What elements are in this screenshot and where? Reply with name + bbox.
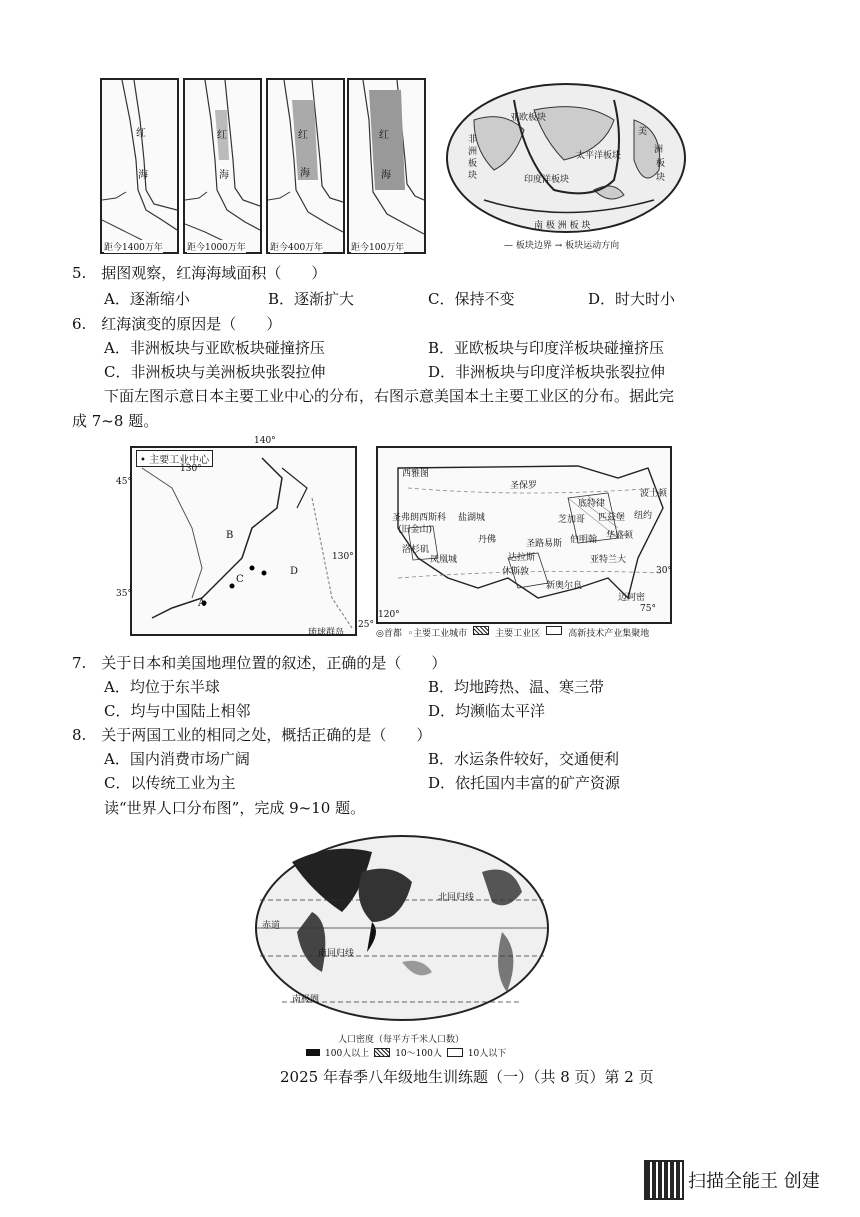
legend-swatch-mid — [374, 1048, 390, 1057]
plate-label-antarctic: 南 极 洲 板 块 — [534, 221, 591, 231]
plate-label-american: 板 — [656, 159, 666, 169]
japan-point-a: A — [198, 598, 206, 609]
plate-label-pacific: 太平洋板块 — [576, 151, 622, 161]
japan-note: 琉球群岛 — [308, 628, 345, 638]
label-antarctic-circle: 南极圈 — [292, 995, 320, 1005]
redsea-panel-1 — [100, 78, 179, 254]
usa-city: 华盛顿 — [606, 531, 634, 541]
plate-label-indian: 印度洋板块 — [524, 175, 570, 185]
world-legend-title: 人口密度（每平方千米人口数） — [338, 1035, 465, 1045]
usa-city: 纽约 — [634, 511, 653, 521]
q8-option-d: D．依托国内丰富的矿产资源 — [428, 774, 621, 792]
usa-city: 凤凰城 — [430, 555, 458, 565]
question-7-stem: 7. 关于日本和美国地理位置的叙述，正确的是（ ） — [72, 654, 447, 672]
question-6-stem: 6. 红海演变的原因是（ ） — [72, 315, 282, 333]
redsea-label-top: 红 — [379, 130, 389, 141]
q5-option-a: A．逐渐缩小 — [104, 290, 190, 308]
qr-code-icon — [646, 1162, 682, 1198]
redsea-label-bottom: 海 — [381, 170, 391, 181]
usa-city: 新奥尔良 — [546, 581, 583, 591]
redsea-label-top: 红 — [298, 130, 308, 141]
japan-map — [130, 446, 357, 636]
label-tropic-south: 南回归线 — [318, 949, 355, 959]
japan-lon-140: 140° — [254, 436, 276, 446]
usa-legend-hightech: 高新技术产业集聚地 — [568, 629, 650, 639]
usa-city: 丹佛 — [478, 535, 497, 545]
legend-swatch-high — [306, 1049, 320, 1056]
q7-option-a: A．均位于东半球 — [104, 678, 220, 696]
q5-option-c: C．保持不变 — [428, 290, 515, 308]
japan-lat-35: 35° — [116, 589, 132, 599]
japan-lat-45: 45° — [116, 477, 132, 487]
japan-lon-130b: 130° — [332, 552, 354, 562]
usa-city: 芝加哥 — [558, 515, 586, 525]
usa-city: 迈阿密 — [618, 593, 646, 603]
redsea-panel-3 — [266, 78, 345, 254]
plates-globe — [444, 80, 688, 240]
redsea-panel-4 — [347, 78, 426, 254]
q5-option-b: B．逐渐扩大 — [268, 290, 355, 308]
usa-city: 波士顿 — [640, 489, 668, 499]
usa-legend-zone: 主要工业区 — [495, 629, 541, 639]
legend-mid: 10～100人 — [395, 1049, 442, 1059]
usa-lon-120: 120° — [378, 610, 400, 620]
usa-lon-75: 75° — [640, 604, 656, 614]
scanner-watermark — [646, 1162, 820, 1198]
plate-label-eurasian: 亚欧板块 — [510, 113, 547, 123]
usa-city: (旧金山) — [398, 525, 433, 535]
q8-option-b: B．水运条件较好，交通便利 — [428, 750, 620, 768]
usa-legend-city: ◦主要工业城市 — [407, 629, 468, 639]
redsea-label-bottom: 海 — [300, 168, 310, 179]
usa-legend — [376, 626, 649, 639]
usa-map — [376, 446, 672, 624]
legend-low: 10人以下 — [467, 1049, 507, 1059]
usa-lat-30: 30° — [656, 566, 672, 576]
plate-label-african: 非 — [468, 135, 478, 145]
question-8-stem: 8. 关于两国工业的相同之处，概括正确的是（ ） — [72, 726, 432, 744]
usa-city: 亚特兰大 — [590, 555, 627, 565]
world-legend — [306, 1046, 506, 1059]
usa-city: 圣路易斯 — [526, 539, 563, 549]
plate-label-african: 洲 — [468, 147, 478, 157]
q6-option-c: C．非洲板块与美洲板块张裂拉伸 — [104, 363, 326, 381]
plate-label-american: 洲 — [654, 145, 664, 155]
q6-option-a: A．非洲板块与亚欧板块碰撞挤压 — [104, 339, 325, 357]
usa-city: 休斯敦 — [502, 567, 530, 577]
japan-point-c: C — [236, 574, 244, 585]
q6-option-b: B．亚欧板块与印度洋板块碰撞挤压 — [428, 339, 665, 357]
plate-label-african: 块 — [468, 171, 478, 181]
usa-city: 达拉斯 — [508, 553, 536, 563]
question-5-stem: 5. 据图观察，红海海域面积（ ） — [72, 264, 327, 282]
redsea-label-top: 红 — [217, 130, 227, 141]
plate-label-african: 板 — [468, 159, 478, 169]
legend-high: 100人以上 — [325, 1049, 370, 1059]
redsea-caption: 距今400万年 — [270, 240, 323, 253]
watermark-text: 扫描全能王 创建 — [688, 1171, 820, 1192]
redsea-panel-2 — [183, 78, 262, 254]
label-equator: 赤道 — [262, 921, 281, 931]
intro-7-8-line1: 下面左图示意日本主要工业中心的分布，右图示意美国本土主要工业区的分布。据此完 — [104, 387, 675, 405]
q7-option-b: B．均地跨热、温、寒三带 — [428, 678, 605, 696]
plate-label-american: 美 — [638, 127, 648, 137]
japan-legend: • 主要工业中心 — [136, 450, 213, 467]
q8-option-c: C．以传统工业为主 — [104, 774, 236, 792]
japan-map-drawing — [132, 448, 355, 634]
japan-lat-25: 25° — [358, 620, 374, 630]
plate-label-american: 块 — [656, 173, 666, 183]
redsea-label-top: 红 — [136, 128, 146, 139]
q5-option-d: D．时大时小 — [588, 290, 676, 308]
usa-city: 匹兹堡 — [598, 513, 626, 523]
japan-point-d: D — [290, 566, 299, 577]
q8-option-a: A．国内消费市场广阔 — [104, 750, 250, 768]
usa-city: 伯明翰 — [570, 535, 598, 545]
redsea-label-bottom: 海 — [138, 170, 148, 181]
japan-lon-130: 130° — [180, 464, 202, 474]
intro-7-8-line2: 成 7~8 题。 — [72, 412, 159, 430]
q6-option-d: D．非洲板块与印度洋板块张裂拉伸 — [428, 363, 666, 381]
japan-point-b: B — [226, 530, 234, 541]
usa-city: 西雅图 — [402, 469, 430, 479]
label-tropic-north: 北回归线 — [438, 893, 475, 903]
usa-legend-hightech-swatch — [546, 626, 562, 635]
usa-city: 盐湖城 — [458, 513, 486, 523]
redsea-label-bottom: 海 — [219, 170, 229, 181]
plates-map — [444, 80, 688, 252]
intro-9-10: 读“世界人口分布图”，完成 9~10 题。 — [104, 799, 366, 817]
usa-legend-zone-swatch — [473, 626, 489, 635]
q7-option-d: D．均濒临太平洋 — [428, 702, 546, 720]
q7-option-c: C．均与中国陆上相邻 — [104, 702, 251, 720]
redsea-caption: 距今1400万年 — [104, 240, 163, 253]
redsea-caption: 距今100万年 — [351, 240, 404, 253]
page-footer: 2025 年春季八年级地生训练题（一）（共 8 页）第 2 页 — [280, 1068, 654, 1086]
usa-city: 圣保罗 — [510, 481, 538, 491]
usa-city: 圣弗朗西斯科 — [392, 513, 447, 523]
usa-legend-capital: ◎首都 — [376, 629, 402, 639]
legend-swatch-low — [447, 1048, 463, 1057]
usa-city: 洛杉矶 — [402, 545, 430, 555]
redsea-caption: 距今1000万年 — [187, 240, 246, 253]
usa-city: 底特律 — [578, 499, 606, 509]
plates-legend: — 板块边界 → 板块运动方向 — [504, 241, 620, 251]
world-population-map — [252, 832, 552, 1062]
